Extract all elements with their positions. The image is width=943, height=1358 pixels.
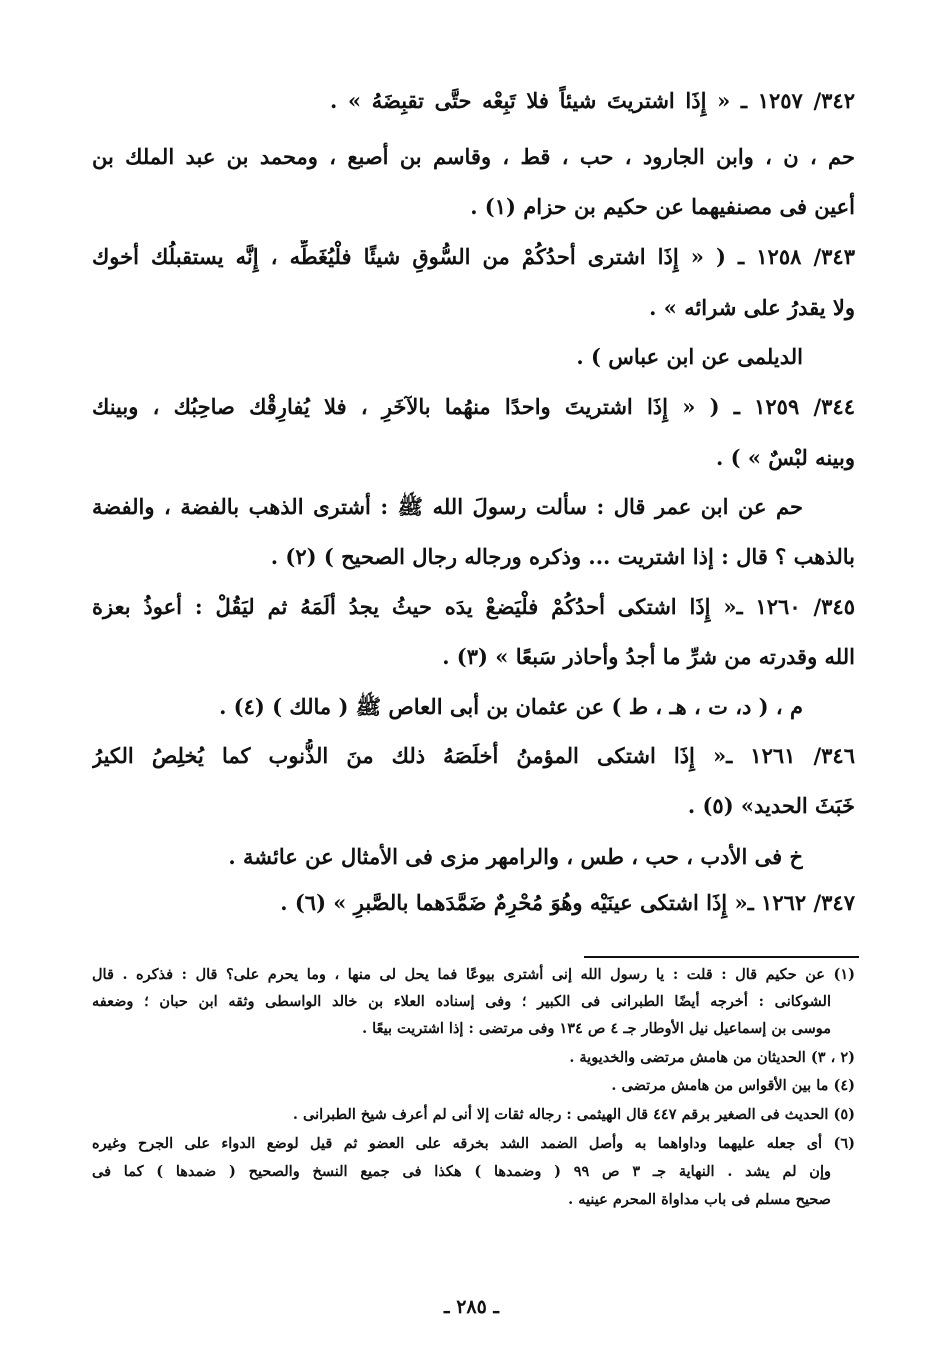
- takhrij-1260: م ، ( د، ت ، هـ ، ط ) عن عثمان بن أبى العاص ﷺ ( مالك ) (٤) .: [219, 694, 803, 719]
- hadith-1261-line1: ٣٤٦/ ١٢٦١ ـ« إِذَا اشتكى المؤمنُ أخلَصَهُ ذلك منَ الذُّنوب كما يُخلِصُ الكيرُ: [92, 743, 855, 768]
- hadith-1259-line2: وبينه لبْسٌ » ) .: [715, 445, 855, 470]
- hadith-1262: ٣٤٧/ ١٢٦٢ ـ« إِذَا اشتكى عينَيْه وهُوَ مُحْرِمٌ ضَمَّدَهما بالصَّبرِ » (٦) .: [280, 890, 855, 915]
- page-number: ـ ٢٨٥ ـ: [444, 1296, 499, 1318]
- footnote-1-line3: موسى بن إسماعيل نيل الأوطار جـ ٤ ص ١٣٤ وفى مرتضى : إذا اشتريت بيعًا .: [362, 1020, 831, 1037]
- takhrij-1259-line2: بالذهب ؟ قال : إذا اشتريت ... وذكره ورجاله رجال الصحيح ) (٢) .: [270, 544, 855, 569]
- footnote-separator: [584, 956, 859, 958]
- hadith-1259-line1: ٣٤٤/ ١٢٥٩ ـ ( « إِذَا اشتريتَ واحدًا منهُما بالآخَرِ ، فلا يُفارِقْك صاحِبُك ، وبينك: [92, 394, 855, 419]
- takhrij-1261: خ فى الأدب ، حب ، طس ، والرامهر مزى فى الأمثال عن عائشة .: [228, 844, 803, 869]
- hadith-1258-line2: ولا يقدرُ على شرائه » .: [649, 295, 855, 320]
- takhrij-1258: الديلمى عن ابن عباس ) .: [576, 344, 803, 369]
- footnote-6-line3: صحيح مسلم فى باب مداواة المحرم عينيه .: [568, 1191, 831, 1208]
- hadith-1261-line2: خَبَثَ الحديد» (٥) .: [687, 793, 855, 818]
- hadith-1260-line2: الله وقدرته من شرِّ ما أجدُ وأحاذر سَبعًا » (٣) .: [442, 644, 855, 669]
- hadith-1260-line1: ٣٤٥/ ١٢٦٠ ـ« إِذَا اشتكى أحدُكُمْ فلْيَضعْ يدَه حيثُ يجدُ ألَمَهُ ثم ليَقُلْ : أعوذُ بعزة: [92, 594, 855, 619]
- takhrij-1259-line1: حم عن ابن عمر قال : سألت رسولَ الله ﷺ : أشترى الذهب بالفضة ، والفضة: [92, 494, 803, 519]
- hadith-1258-line1: ٣٤٣/ ١٢٥٨ ـ ( « إِذَا اشترى أحدُكُمْ من السُّوقِ شيئًا فلْيُغَطِّه ، إِنَّه يستقبلُك أخوك: [92, 244, 855, 269]
- footnote-5: (٥) الحديث فى الصغير برقم ٤٤٧ قال الهيثمى : رجاله ثقات إلا أنى لم أعرف شيخ الطبرانى .: [292, 1106, 855, 1123]
- footnote-1-line1: (١) عن حكيم قال : قلت : يا رسول الله إنى أشترى بيوعًا فما يحل لى منها ، وما يحرم على؟ قال : فذكره . قال: [92, 966, 855, 983]
- footnote-6-line1: (٦) أى جعله عليهما وداواهما به وأصل الضمد الشد بخرقه على العضو ثم قيل لوضع الدواء على الجرح وغيره: [92, 1135, 855, 1152]
- footnote-1-line2: الشوكانى : أخرجه أيضًا الطبرانى فى الكبير ؛ وفى إسناده العلاء بن خالد الواسطى وثقه ابن حبان ؛ وضعفه: [92, 993, 831, 1010]
- footnote-6-line2: وإن لم يشد . النهاية جـ ٣ ص ٩٩ ( وضمدها ) هكذا فى جميع النسخ والصحيح ( ضمدها ) كما فى: [92, 1163, 831, 1180]
- footnote-4: (٤) ما بين الأقواس من هامش مرتضى .: [611, 1077, 855, 1094]
- hadith-1257: ٣٤٢/ ١٢٥٧ ـ « إِذَا اشتريتَ شيئاً فلا تَبِعْه حتَّى تقبِضَهُ » .: [330, 88, 855, 113]
- takhrij-1257-line1: حم ، ن ، وابن الجارود ، حب ، قط ، وقاسم بن أصبع ، ومحمد بن عبد الملك بن: [92, 144, 855, 169]
- takhrij-1257-line2: أعين فى مصنفيهما عن حكيم بن حزام (١) .: [470, 194, 855, 219]
- footnote-2-3: (٢ ، ٣) الحديثان من هامش مرتضى والخديوية .: [569, 1049, 855, 1066]
